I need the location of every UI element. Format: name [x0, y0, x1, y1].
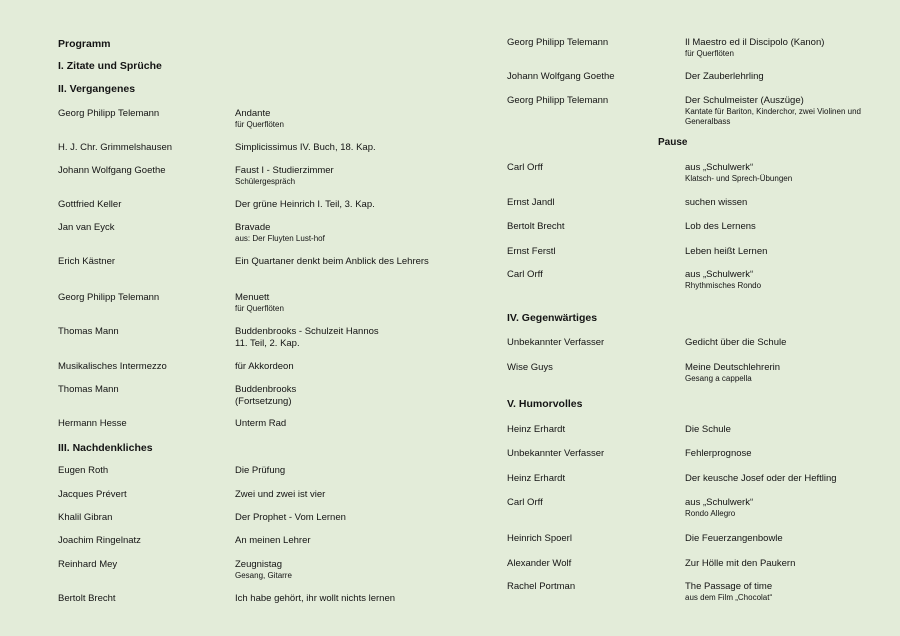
right-column — [507, 0, 877, 636]
entry-title: Bravade — [235, 222, 271, 233]
entry-work — [685, 37, 875, 59]
entry-work — [685, 197, 875, 209]
entry-author: Thomas Mann — [58, 326, 119, 337]
entry-author: Joachim Ringelnatz — [58, 535, 141, 546]
entry-work — [235, 326, 445, 350]
entry-work — [235, 593, 445, 605]
entry-author: Rachel Portman — [507, 581, 576, 592]
entry-work — [235, 559, 445, 581]
entry-author: Georg Philipp Telemann — [58, 108, 160, 119]
entry-subtitle: für Querflöten — [685, 49, 734, 58]
section-heading-iv-gegenwaertiges: IV. Gegenwärtiges — [507, 312, 598, 324]
entry-work — [235, 199, 445, 211]
entry-title: Der grüne Heinrich I. Teil, 3. Kap. — [235, 199, 375, 210]
entry-work — [235, 256, 445, 268]
entry-author: Jan van Eyck — [58, 222, 115, 233]
entry-author: Carl Orff — [507, 269, 543, 280]
entry-work — [685, 362, 875, 384]
pause-label: Pause — [658, 137, 688, 148]
entry-author: Georg Philipp Telemann — [507, 37, 609, 48]
entry-subtitle: Rhythmisches Rondo — [685, 281, 762, 290]
entry-author: Wise Guys — [507, 362, 553, 373]
section-heading-i-zitate-und-sprueche: I. Zitate und Sprüche — [58, 60, 162, 72]
entry-author: Musikalisches Intermezzo — [58, 361, 167, 372]
entry-title: Zeugnistag — [235, 559, 283, 570]
entry-title: Gedicht über die Schule — [685, 337, 787, 348]
entry-author: H. J. Chr. Grimmelshausen — [58, 142, 173, 153]
entry-work — [685, 497, 875, 519]
entry-author: Erich Kästner — [58, 256, 116, 267]
entry-work — [235, 535, 445, 547]
entry-author: Gottfried Keller — [58, 199, 122, 210]
section-heading-ii-vergangenes: II. Vergangenes — [58, 83, 136, 95]
entry-work — [685, 337, 875, 349]
entry-title: Faust I - Studierzimmer — [235, 165, 334, 176]
entry-author: Johann Wolfgang Goethe — [507, 71, 615, 82]
entry-author: Heinrich Spoerl — [507, 533, 572, 544]
entry-author: Bertolt Brecht — [58, 593, 116, 604]
entry-author: Unbekannter Verfasser — [507, 337, 605, 348]
section-heading-programm: Programm — [58, 38, 111, 50]
entry-work — [235, 512, 445, 524]
entry-work — [235, 108, 445, 130]
entry-subtitle: aus: Der Fluyten Lust-hof — [235, 234, 325, 243]
entry-title: aus „Schulwerk“ — [685, 269, 754, 280]
entry-work — [685, 269, 875, 291]
entry-title: Meine Deutschlehrerin — [685, 362, 781, 373]
entry-title: Der Zauberlehrling — [685, 71, 764, 82]
entry-work — [235, 361, 445, 373]
entry-author: Ernst Ferstl — [507, 246, 556, 257]
entry-title: Zwei und zwei ist vier — [235, 489, 326, 500]
section-heading-v-humorvolles: V. Humorvolles — [507, 398, 583, 410]
entry-subtitle: Klatsch- und Sprech-Übungen — [685, 174, 793, 183]
entry-work — [685, 221, 875, 233]
entry-work — [235, 418, 445, 430]
left-column — [58, 0, 448, 636]
entry-title: aus „Schulwerk“ — [685, 497, 754, 508]
entry-author: Unbekannter Verfasser — [507, 448, 605, 459]
entry-title: The Passage of time — [685, 581, 773, 592]
entry-title-continued: 11. Teil, 2. Kap. — [235, 338, 300, 349]
entry-author: Jacques Prévert — [58, 489, 127, 500]
entry-author: Johann Wolfgang Goethe — [58, 165, 166, 176]
entry-work — [235, 142, 445, 154]
entry-title: Der keusche Josef oder der Heftling — [685, 473, 837, 484]
entry-title: Der Schulmeister (Auszüge) — [685, 95, 804, 106]
entry-title: Buddenbrooks — [235, 384, 297, 395]
entry-title: Der Prophet - Vom Lernen — [235, 512, 346, 523]
entry-author: Bertolt Brecht — [507, 221, 565, 232]
entry-author: Eugen Roth — [58, 465, 109, 476]
entry-title: Die Feuerzangenbowle — [685, 533, 783, 544]
entry-work — [685, 581, 875, 603]
entry-title: für Akkordeon — [235, 361, 294, 372]
entry-subtitle: aus dem Film „Chocolat“ — [685, 593, 773, 602]
entry-title: Andante — [235, 108, 271, 119]
entry-title: Lob des Lernens — [685, 221, 756, 232]
entry-subtitle: für Querflöten — [235, 304, 284, 313]
entry-subtitle: Rondo Allegro — [685, 509, 736, 518]
entry-subtitle: für Querflöten — [235, 120, 284, 129]
entry-title: aus „Schulwerk“ — [685, 162, 754, 173]
section-heading-iii-nachdenkliches: III. Nachdenkliches — [58, 442, 153, 454]
entry-title: Die Schule — [685, 424, 731, 435]
entry-work — [235, 222, 445, 244]
entry-work — [685, 473, 875, 485]
entry-work — [685, 558, 875, 570]
entry-title-continued: (Fortsetzung) — [235, 396, 292, 407]
entry-title: Zur Hölle mit den Paukern — [685, 558, 796, 569]
entry-author: Carl Orff — [507, 497, 543, 508]
entry-subtitle: Gesang a cappella — [685, 374, 752, 383]
entry-work — [685, 71, 875, 83]
entry-work — [685, 246, 875, 258]
entry-author: Alexander Wolf — [507, 558, 572, 569]
entry-author: Carl Orff — [507, 162, 543, 173]
entry-title: Unterm Rad — [235, 418, 287, 429]
entry-work — [685, 162, 875, 184]
entry-work — [685, 448, 875, 460]
entry-work — [685, 533, 875, 545]
entry-author: Georg Philipp Telemann — [58, 292, 160, 303]
entry-author: Khalil Gibran — [58, 512, 113, 523]
entry-subtitle: Schülergespräch — [235, 177, 296, 186]
entry-title: Ein Quartaner denkt beim Anblick des Lehrers — [235, 256, 429, 267]
entry-subtitle: Gesang, Gitarre — [235, 571, 292, 580]
entry-title: An meinen Lehrer — [235, 535, 311, 546]
entry-title: Simplicissimus IV. Buch, 18. Kap. — [235, 142, 376, 153]
entry-work — [235, 292, 445, 314]
entry-title: Menuett — [235, 292, 270, 303]
entry-title: Fehlerprognose — [685, 448, 752, 459]
entry-author: Reinhard Mey — [58, 559, 118, 570]
entry-work — [235, 465, 445, 477]
entry-subtitle: Kantate für Bariton, Kinderchor, zwei Violinen und Generalbass — [685, 107, 861, 126]
entry-author: Heinz Erhardt — [507, 424, 566, 435]
entry-author: Thomas Mann — [58, 384, 119, 395]
entry-author: Heinz Erhardt — [507, 473, 566, 484]
entry-work — [235, 384, 445, 408]
entry-title: suchen wissen — [685, 197, 748, 208]
entry-work — [685, 95, 875, 127]
entry-title: Leben heißt Lernen — [685, 246, 768, 257]
entry-author: Hermann Hesse — [58, 418, 127, 429]
entry-title: Il Maestro ed il Discipolo (Kanon) — [685, 37, 825, 48]
entry-author: Georg Philipp Telemann — [507, 95, 609, 106]
entry-title: Buddenbrooks - Schulzeit Hannos — [235, 326, 379, 337]
entry-author: Ernst Jandl — [507, 197, 555, 208]
entry-work — [685, 424, 875, 436]
entry-work — [235, 165, 445, 187]
entry-work — [235, 489, 445, 501]
entry-title: Die Prüfung — [235, 465, 286, 476]
entry-title: Ich habe gehört, ihr wollt nichts lernen — [235, 593, 396, 604]
